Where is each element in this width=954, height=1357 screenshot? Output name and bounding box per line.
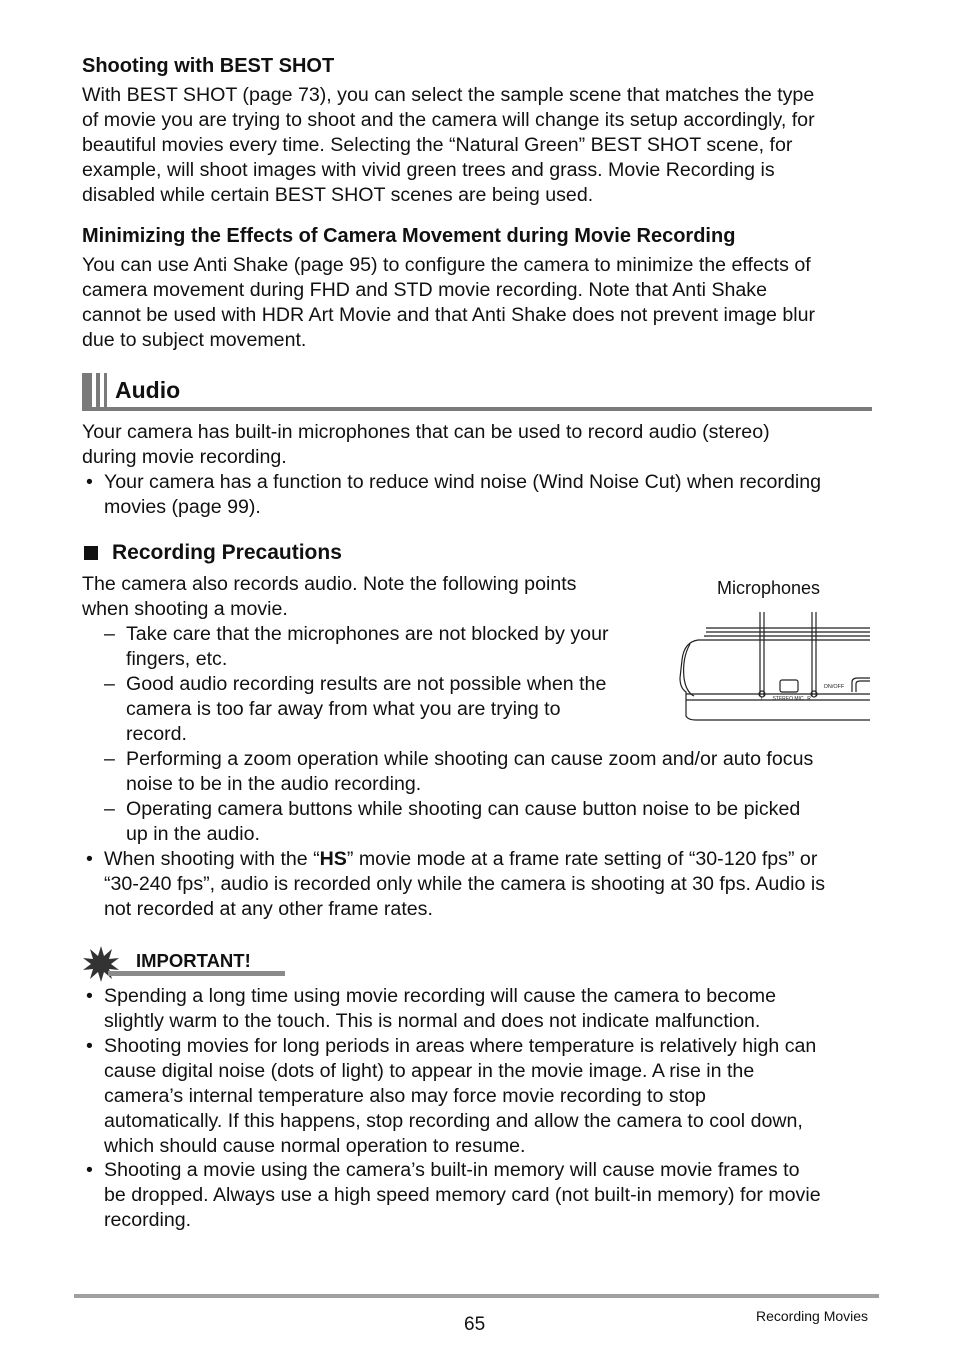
text-line: of movie you are trying to shoot and the camera will change its setup accordingly, for <box>82 109 815 131</box>
text-line: due to subject movement. <box>82 329 307 351</box>
best-shot-paragraph <box>82 83 815 208</box>
text-line: beautiful movies every time. Selecting the “Natural Green” BEST SHOT scene, for <box>82 134 793 156</box>
bullet-glyph: • <box>86 471 93 493</box>
important-burst-icon <box>82 945 120 983</box>
text-line: camera’s internal temperature also may force movie recording to stop <box>104 1085 706 1107</box>
best-shot-heading: Shooting with BEST SHOT <box>82 55 335 77</box>
text-line: which should cause normal operation to resume. <box>104 1135 526 1157</box>
text-line: Operating camera buttons while shooting can cause button noise to be picked <box>126 798 801 820</box>
footer-section-title: Recording Movies <box>756 1308 869 1324</box>
text-line: camera movement during FHD and STD movie recording. Note that Anti Shake <box>82 279 768 301</box>
text-line: not recorded at any other frame rates. <box>104 898 433 920</box>
audio-heading: Audio <box>115 377 181 403</box>
footer-rule <box>74 1294 879 1298</box>
important-item <box>104 1034 816 1159</box>
dash-glyph: – <box>104 623 115 645</box>
text-line: when shooting a movie. <box>82 598 288 620</box>
text-line: Performing a zoom operation while shooting can cause zoom and/or auto focus <box>126 748 814 770</box>
dash-item <box>126 622 609 672</box>
bullet-glyph: • <box>86 848 93 870</box>
bullet-glyph: • <box>86 1035 93 1057</box>
section-bar-thin <box>104 373 107 409</box>
text-line: cause digital noise (dots of light) to appear in the movie image. A rise in the <box>104 1060 755 1082</box>
text-line: record. <box>126 723 187 745</box>
text-line: Your camera has built-in microphones that can be used to record audio (stereo) <box>82 421 770 443</box>
section-bar-thin <box>96 373 100 409</box>
hs-mode-label: HS <box>319 848 347 870</box>
bullet-glyph: • <box>86 985 93 1007</box>
important-underline <box>108 971 285 976</box>
section-underline <box>82 407 872 411</box>
text-line: be dropped. Always use a high speed memory card (not built-in memory) for movie <box>104 1184 821 1206</box>
camera-microphones-figure <box>676 608 872 726</box>
text-line: cannot be used with HDR Art Movie and that Anti Shake does not prevent image blur <box>82 304 816 326</box>
important-label: IMPORTANT! <box>136 950 251 971</box>
text-line: recording. <box>104 1209 192 1231</box>
text-line: fingers, etc. <box>126 648 228 670</box>
text-line: during movie recording. <box>82 446 287 468</box>
text-line: noise to be in the audio recording. <box>126 773 422 795</box>
movement-heading: Minimizing the Effects of Camera Movement during Movie Recording <box>82 225 736 247</box>
text-line <box>104 847 825 872</box>
text-line: Shooting a movie using the camera’s built-in memory will cause movie frames to <box>104 1159 800 1181</box>
movement-paragraph <box>82 253 815 353</box>
mic-r-label: R <box>807 696 811 702</box>
text-line: Your camera has a function to reduce wind noise (Wind Noise Cut) when recording <box>104 471 821 493</box>
dash-item <box>126 672 606 747</box>
precautions-intro <box>82 572 576 622</box>
text-line: disabled while certain BEST SHOT scenes are being used. <box>82 184 594 206</box>
text-line: The camera also records audio. Note the following points <box>82 573 577 595</box>
microphones-label: Microphones <box>717 578 821 598</box>
audio-intro <box>82 420 770 470</box>
precautions-heading: Recording Precautions <box>112 541 342 564</box>
dash-glyph: – <box>104 673 115 695</box>
text-line: Good audio recording results are not possible when the <box>126 673 607 695</box>
text-line: “30-240 fps”, audio is recorded only while the camera is shooting at 30 fps. Audio is <box>104 873 826 895</box>
square-bullet-icon <box>84 546 98 560</box>
stereo-mic-label: STEREO MIC <box>772 696 804 702</box>
text-line: You can use Anti Shake (page 95) to configure the camera to minimize the effects of <box>82 254 811 276</box>
text-line: up in the audio. <box>126 823 260 845</box>
text-span: When shooting with the “ <box>104 848 320 870</box>
important-item <box>104 984 776 1034</box>
text-line: With BEST SHOT (page 73), you can select the sample scene that matches the type <box>82 84 815 106</box>
text-line: slightly warm to the touch. This is normal and does not indicate malfunction. <box>104 1010 761 1032</box>
mic-l-label: L <box>760 696 764 702</box>
hs-bullet <box>104 847 825 922</box>
dash-item <box>126 797 800 847</box>
on-off-label: ON/OFF <box>823 684 845 690</box>
dash-glyph: – <box>104 798 115 820</box>
important-item <box>104 1158 821 1233</box>
bullet-glyph: • <box>86 1159 93 1181</box>
dash-glyph: – <box>104 748 115 770</box>
text-span: ” movie mode at a frame rate setting of “30-120 fps” or <box>346 848 818 870</box>
section-bar-thick <box>82 373 92 409</box>
text-line: example, will shoot images with vivid green trees and grass. Movie Recording is <box>82 159 775 181</box>
audio-bullet <box>104 470 821 520</box>
text-line: camera is too far away from what you are trying to <box>126 698 561 720</box>
text-line: automatically. If this happens, stop recording and allow the camera to cool down, <box>104 1110 803 1132</box>
text-line: movies (page 99). <box>104 496 261 518</box>
page-number: 65 <box>464 1314 486 1335</box>
dash-item <box>126 747 813 797</box>
text-line: Take care that the microphones are not blocked by your <box>126 623 609 645</box>
text-line: Shooting movies for long periods in areas where temperature is relatively high can <box>104 1035 817 1057</box>
text-line: Spending a long time using movie recording will cause the camera to become <box>104 985 776 1007</box>
